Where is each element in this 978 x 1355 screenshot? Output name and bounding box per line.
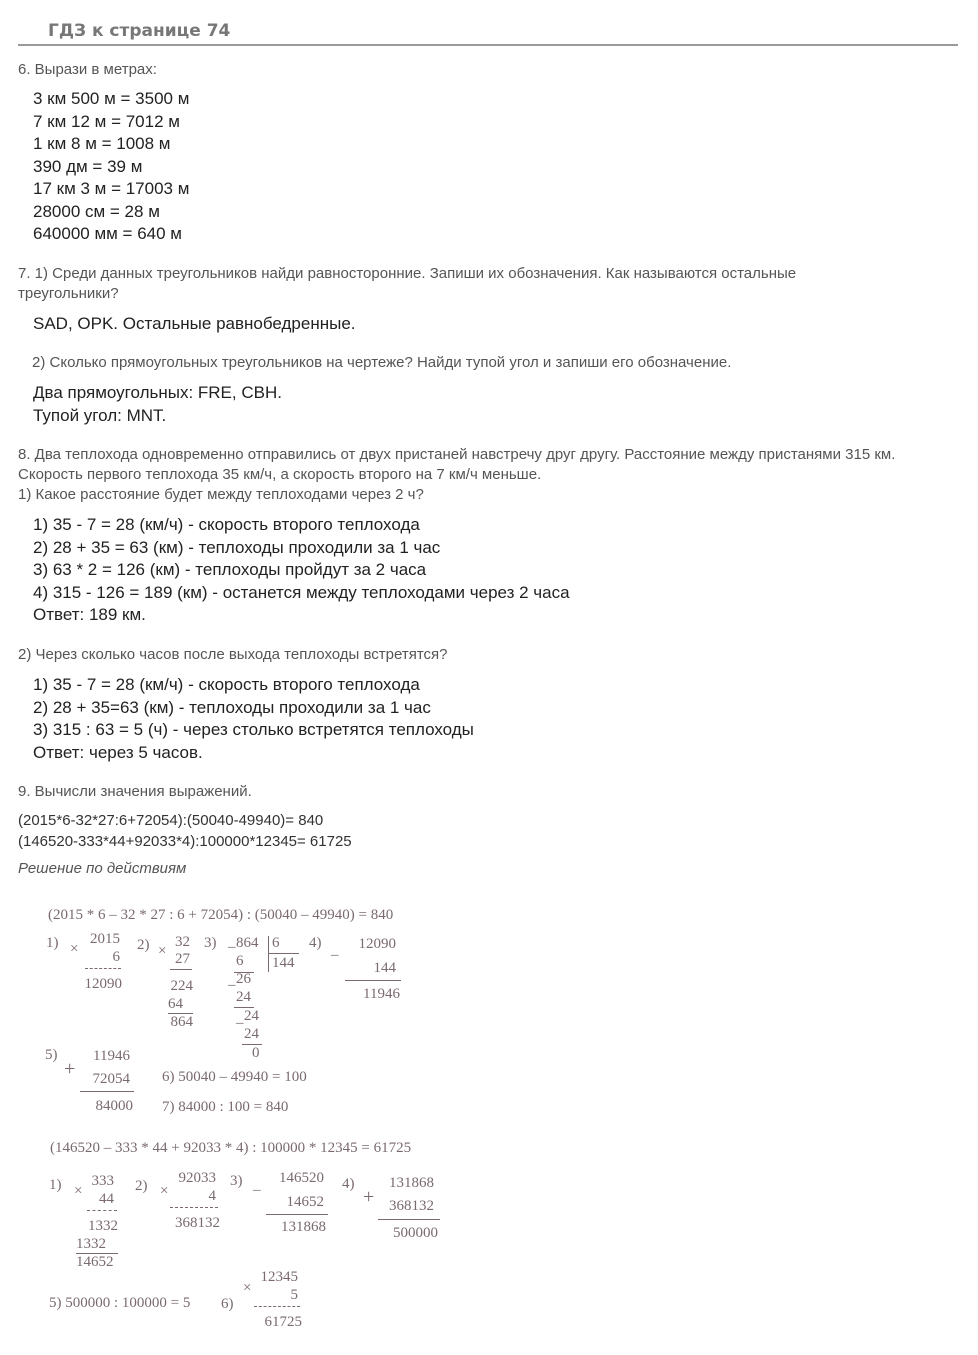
task7-answer1 bbox=[33, 313, 356, 336]
multiply-sign: × bbox=[160, 1183, 169, 1199]
division-row: 24 bbox=[244, 1008, 259, 1024]
operand-a: 92033 bbox=[178, 1170, 216, 1186]
plus-sign: + bbox=[64, 1058, 76, 1080]
task6-answers bbox=[33, 88, 189, 246]
answer-line: 7 км 12 м = 7012 м bbox=[33, 111, 180, 131]
minus-sign: – bbox=[253, 1182, 261, 1198]
operand-a: 146520 bbox=[279, 1170, 324, 1186]
dividend: 864 bbox=[236, 935, 259, 951]
partial-product: 1332 bbox=[76, 1236, 106, 1252]
operand-b: 27 bbox=[175, 951, 190, 967]
underline bbox=[85, 968, 121, 969]
underline bbox=[378, 1219, 440, 1220]
minus-sign: – bbox=[331, 947, 339, 963]
underline bbox=[80, 1091, 134, 1092]
answer-line: 1 км 8 м = 1008 м bbox=[33, 134, 171, 153]
solution1-header: (2015 * 6 – 32 * 27 : 6 + 72054) : (50040 – 49940) = 840 bbox=[48, 907, 394, 923]
step-label: 4) bbox=[342, 1176, 355, 1192]
result: 500000 bbox=[393, 1225, 438, 1241]
partial-product: 1332 bbox=[88, 1218, 118, 1234]
task8-answer1 bbox=[33, 514, 570, 627]
operand-b: 368132 bbox=[389, 1198, 434, 1214]
solution-label: Решение по действиям bbox=[18, 860, 187, 877]
step-label: 2) bbox=[135, 1178, 148, 1194]
operand-a: 131868 bbox=[389, 1175, 434, 1191]
operand-b: 44 bbox=[99, 1191, 114, 1207]
operand-a: 12345 bbox=[260, 1269, 298, 1285]
result: 12090 bbox=[84, 976, 122, 992]
answer-line: 3) 63 * 2 = 126 (км) - теплоходы пройдут за 2 часа bbox=[33, 560, 427, 579]
answer-line: Тупой угол: MNT. bbox=[33, 405, 167, 425]
divisor-underline bbox=[269, 953, 299, 954]
step-7: 7) 84000 : 100 = 840 bbox=[162, 1099, 289, 1115]
task7-answer2 bbox=[33, 382, 282, 427]
task9-expr2: (146520-333*44+92033*4):100000*12345= 61725 bbox=[18, 833, 352, 850]
underline bbox=[266, 1214, 328, 1215]
division-row: 24 bbox=[244, 1026, 259, 1042]
underline bbox=[170, 969, 192, 970]
step-label: 3) bbox=[204, 935, 217, 951]
result: 61725 bbox=[264, 1314, 302, 1330]
multiply-sign: × bbox=[243, 1280, 252, 1296]
task8-answer2 bbox=[33, 674, 474, 764]
operand-a: 12090 bbox=[358, 936, 396, 952]
answer-line: 3 км 500 м = 3500 м bbox=[33, 89, 190, 108]
underline bbox=[170, 1207, 218, 1208]
step-label: 2) bbox=[137, 937, 150, 953]
result: 11946 bbox=[363, 986, 400, 1002]
division-bar bbox=[268, 936, 269, 972]
division-row: 26 bbox=[236, 971, 251, 987]
step-label: 1) bbox=[49, 1177, 62, 1193]
answer-line: Ответ: через 5 часов. bbox=[33, 742, 203, 762]
answer-line: Два прямоугольных: FRE, CBH. bbox=[33, 383, 282, 402]
underline bbox=[87, 1210, 117, 1211]
multiply-sign: × bbox=[70, 941, 79, 957]
step-label: 5) bbox=[45, 1047, 58, 1063]
task6-question: 6. Вырази в метрах: bbox=[18, 61, 157, 78]
step-label: 4) bbox=[309, 935, 322, 951]
operand-b: 144 bbox=[373, 960, 396, 976]
operand-a: 333 bbox=[91, 1173, 114, 1189]
task9-question: 9. Вычисли значения выражений. bbox=[18, 783, 252, 800]
operand-b: 6 bbox=[112, 949, 120, 965]
division-row: 24 bbox=[236, 989, 251, 1005]
minus-sign: – bbox=[228, 977, 236, 993]
divisor: 6 bbox=[272, 935, 280, 951]
result: 864 bbox=[170, 1014, 193, 1030]
plus-sign: + bbox=[363, 1186, 375, 1208]
answer-line: 28000 см = 28 м bbox=[33, 201, 160, 221]
answer-line: 2) 28 + 35=63 (км) - теплоходы проходили за 1 час bbox=[33, 697, 431, 717]
page-title: ГДЗ к странице 74 bbox=[48, 21, 231, 41]
underline bbox=[254, 1306, 300, 1307]
operand-b: 5 bbox=[290, 1287, 298, 1303]
operand-b: 72054 bbox=[92, 1071, 130, 1087]
division-row: 6 bbox=[236, 953, 244, 969]
solution2-header: (146520 – 333 * 44 + 92033 * 4) : 100000 * 12345 = 61725 bbox=[50, 1140, 412, 1156]
multiply-sign: × bbox=[158, 943, 167, 959]
multiply-sign: × bbox=[74, 1183, 83, 1199]
minus-sign: – bbox=[236, 1015, 244, 1031]
answer-line: 640000 мм = 640 м bbox=[33, 224, 182, 243]
answer-line: 17 км 3 м = 17003 м bbox=[33, 179, 190, 198]
remainder: 0 bbox=[252, 1045, 260, 1061]
answer-line: 1) 35 - 7 = 28 (км/ч) - скорость второго теплохода bbox=[33, 675, 420, 694]
result: 131868 bbox=[281, 1219, 326, 1235]
result: 368132 bbox=[175, 1215, 220, 1231]
result: 14652 bbox=[76, 1254, 114, 1270]
result: 84000 bbox=[95, 1098, 133, 1114]
answer-line: 390 дм = 39 м bbox=[33, 156, 143, 176]
operand-b: 14652 bbox=[286, 1194, 324, 1210]
underline bbox=[345, 980, 401, 981]
step-5: 5) 500000 : 100000 = 5 bbox=[49, 1295, 191, 1311]
task9-expr1: (2015*6-32*27:6+72054):(50040-49940)= 840 bbox=[18, 812, 324, 829]
answer-line: 4) 315 - 126 = 189 (км) - останется между теплоходами через 2 часа bbox=[33, 582, 570, 602]
operand-b: 4 bbox=[208, 1188, 216, 1204]
title-divider bbox=[18, 44, 958, 46]
partial-product: 224 bbox=[170, 978, 193, 994]
task8-question1b: 1) Какое расстояние будет между теплоходами через 2 ч? bbox=[18, 486, 424, 503]
minus-sign: – bbox=[228, 939, 236, 955]
task8-question1: 8. Два теплохода одновременно отправились от двух пристаней навстречу друг другу. Расстояние между пристанями 315 км. Скорость первого теплохода 35 км/ч, а скорость второго на 7 км/ч меньше. bbox=[18, 446, 896, 483]
step-6: 6) 50040 – 49940 = 100 bbox=[162, 1069, 307, 1085]
task7-question2: 2) Сколько прямоугольных треугольников на чертеже? Найди тупой угол и запиши его обозначение. bbox=[32, 354, 732, 371]
operand-a: 32 bbox=[175, 934, 190, 950]
step-label: 3) bbox=[230, 1173, 243, 1189]
answer-line: 1) 35 - 7 = 28 (км/ч) - скорость второго теплохода bbox=[33, 515, 420, 534]
answer-line: 3) 315 : 63 = 5 (ч) - через столько встретятся теплоходы bbox=[33, 720, 474, 739]
quotient: 144 bbox=[272, 955, 295, 971]
answer-line: 2) 28 + 35 = 63 (км) - теплоходы проходили за 1 час bbox=[33, 537, 441, 557]
operand-a: 2015 bbox=[90, 931, 120, 947]
task8-question2: 2) Через сколько часов после выхода теплоходы встретятся? bbox=[18, 646, 448, 663]
step-label: 6) bbox=[221, 1296, 234, 1312]
step-label: 1) bbox=[46, 935, 59, 951]
answer-line: Ответ: 189 км. bbox=[33, 605, 146, 624]
partial-product: 64 bbox=[168, 996, 183, 1012]
operand-a: 11946 bbox=[93, 1048, 130, 1064]
task7-question1: 7. 1) Среди данных треугольников найди равносторонние. Запиши их обозначения. Как называются остальные треугольники? bbox=[18, 265, 797, 302]
answer-line: SAD, OPK. Остальные равнобедренные. bbox=[33, 314, 356, 333]
